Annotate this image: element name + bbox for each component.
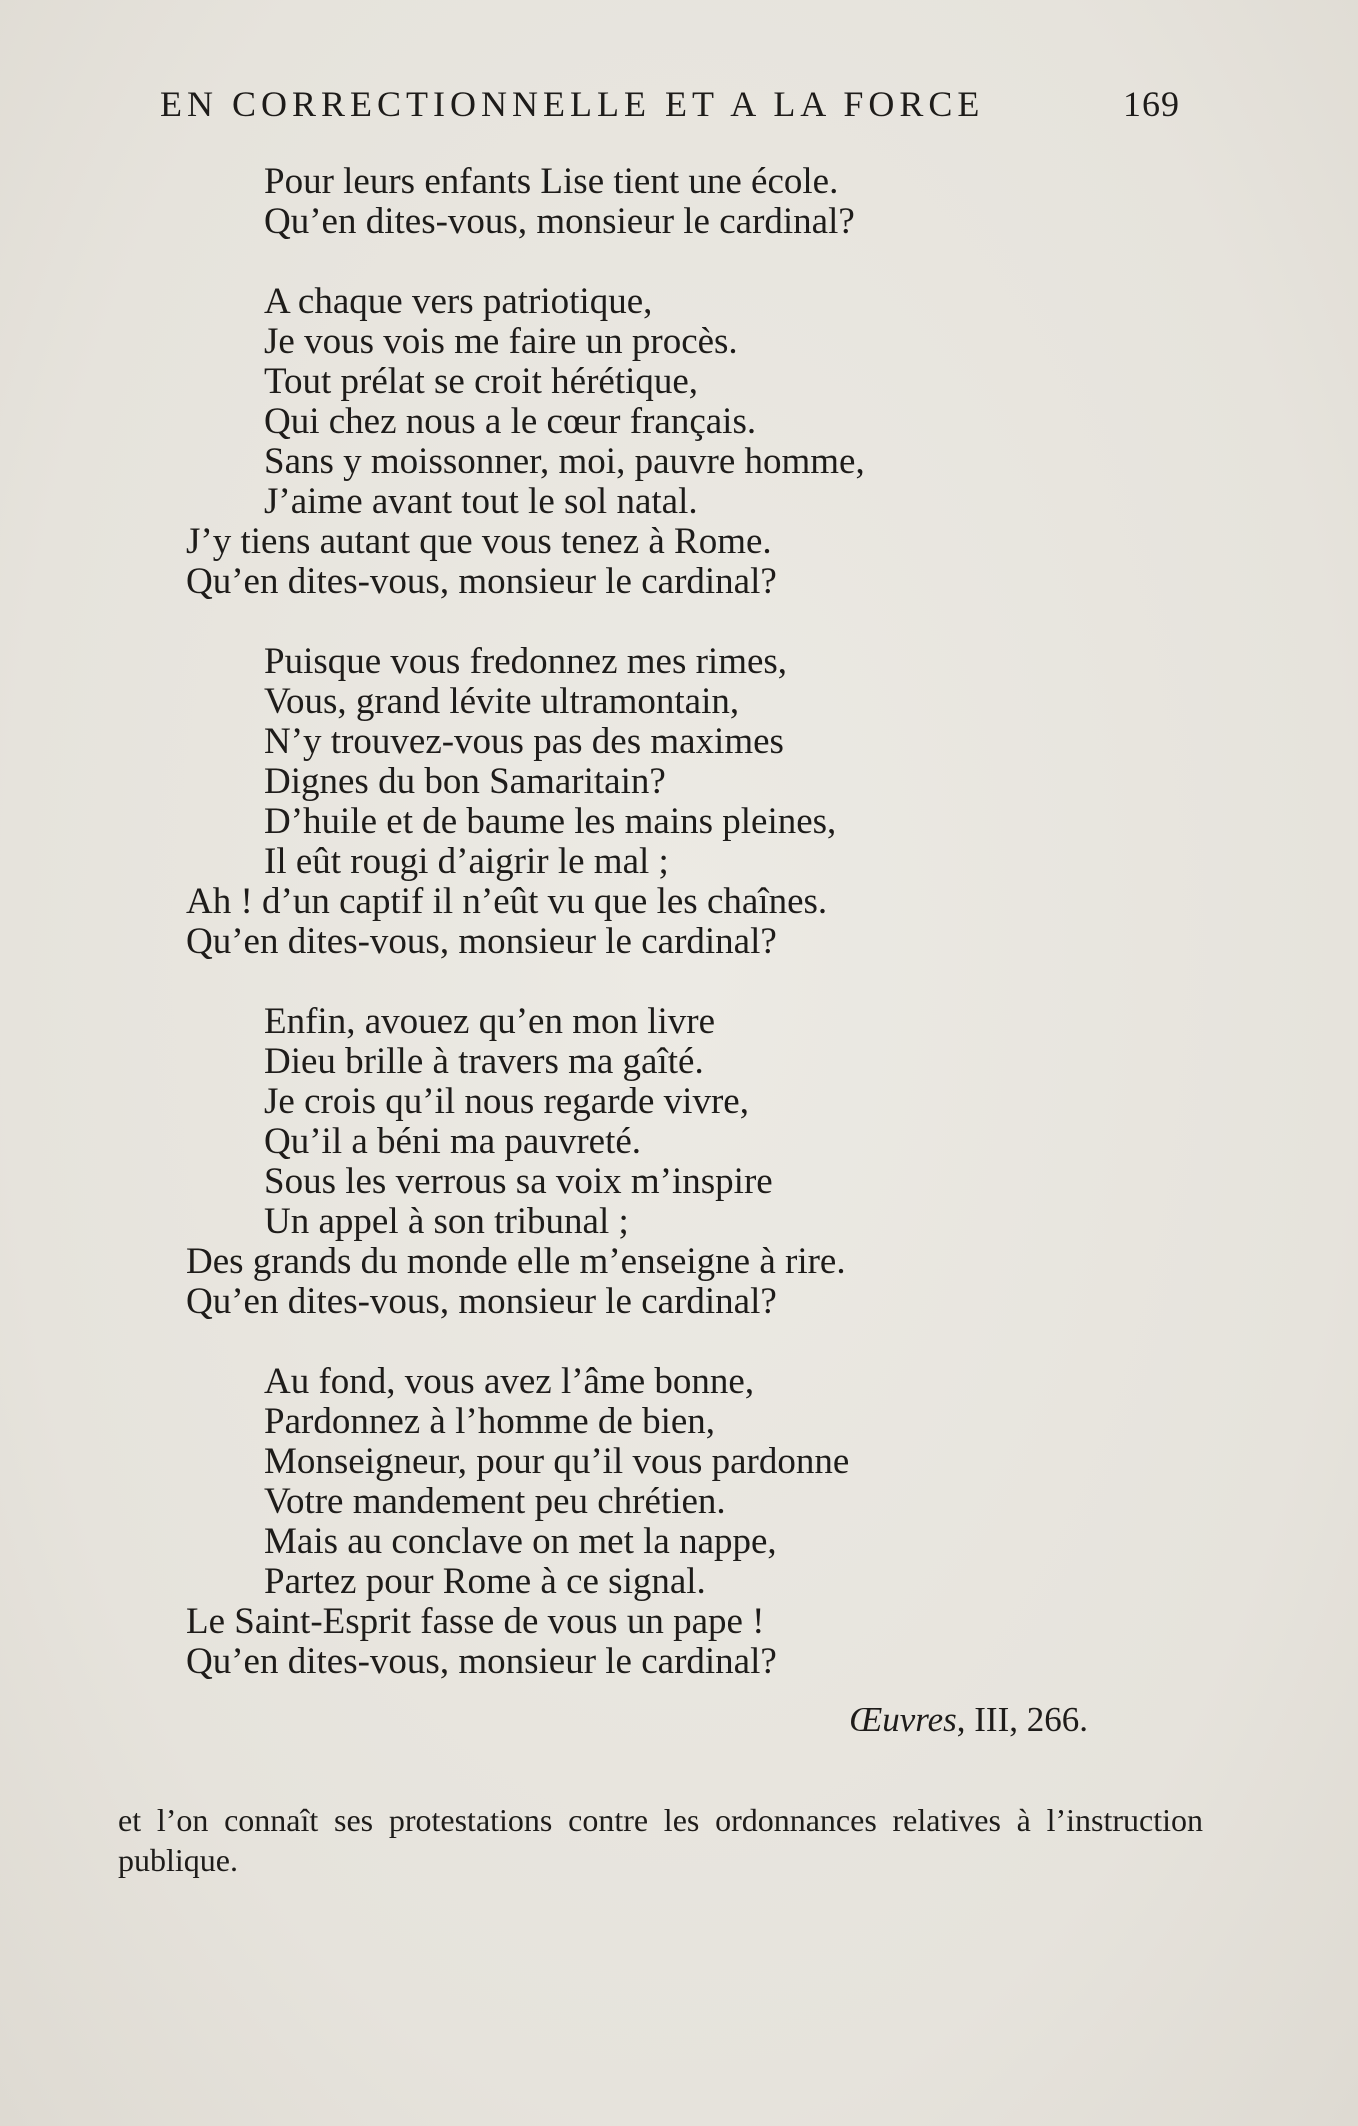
verse-line: Dignes du bon Samaritain?: [264, 761, 666, 802]
verse-line: Sous les verrous sa voix m’inspire: [264, 1161, 773, 1202]
verse-line: Ah ! d’un captif il n’eût vu que les chaînes.: [186, 881, 828, 922]
running-head: [160, 78, 1180, 130]
verse-line: Qu’il a béni ma pauvreté.: [264, 1121, 642, 1162]
verse-line: D’huile et de baume les mains pleines,: [264, 801, 837, 842]
refrain-line: Qu’en dites-vous, monsieur le cardinal?: [186, 561, 777, 602]
paragraph-text: et l’on connaît ses protestations contre les ordonnances relatives à l’instruction publique.: [118, 1802, 1203, 1878]
verse-line: Des grands du monde elle m’enseigne à rire.: [186, 1241, 846, 1282]
verse-line: Vous, grand lévite ultramontain,: [264, 681, 740, 722]
verse-line: J’aime avant tout le sol natal.: [264, 481, 698, 522]
prose-paragraph: [118, 1800, 1203, 1880]
verse-line: Pardonnez à l’homme de bien,: [264, 1401, 716, 1442]
verse-line: N’y trouvez-vous pas des maximes: [264, 721, 784, 762]
verse-line: Sans y moissonner, moi, pauvre homme,: [264, 441, 865, 482]
source-citation: [849, 1700, 1088, 1740]
verse-line: Votre mandement peu chrétien.: [264, 1481, 726, 1522]
verse-line: Il eût rougi d’aigrir le mal ;: [264, 841, 669, 882]
verse-line: Je crois qu’il nous regarde vivre,: [264, 1081, 749, 1122]
poem: [186, 162, 865, 1722]
refrain-line: Qu’en dites-vous, monsieur le cardinal?: [186, 1641, 777, 1682]
verse-line: Dieu brille à travers ma gaîté.: [264, 1041, 704, 1082]
refrain-line: Qu’en dites-vous, monsieur le cardinal?: [186, 1281, 777, 1322]
verse-line: Qui chez nous a le cœur français.: [264, 401, 757, 442]
verse-line: Pour leurs enfants Lise tient une école.: [264, 161, 839, 202]
source-work: Œuvres: [849, 1700, 957, 1739]
stanza: [186, 1362, 865, 1682]
verse-line: Partez pour Rome à ce signal.: [264, 1561, 706, 1602]
verse-line: Le Saint-Esprit fasse de vous un pape !: [186, 1601, 765, 1642]
verse-line: Tout prélat se croit hérétique,: [264, 361, 699, 402]
verse-line: Un appel à son tribunal ;: [264, 1201, 629, 1242]
page-number: 169: [1123, 84, 1180, 124]
verse-line: Enfin, avouez qu’en mon livre: [264, 1001, 716, 1042]
verse-line: Puisque vous fredonnez mes rimes,: [264, 641, 788, 682]
verse-line: Au fond, vous avez l’âme bonne,: [264, 1361, 755, 1402]
running-title: EN CORRECTIONNELLE ET A LA FORCE: [160, 84, 985, 124]
stanza: [186, 162, 865, 242]
refrain-line: Qu’en dites-vous, monsieur le cardinal?: [186, 921, 777, 962]
verse-line: Je vous vois me faire un procès.: [264, 321, 738, 362]
stanza: [186, 282, 865, 602]
verse-line: J’y tiens autant que vous tenez à Rome.: [186, 521, 772, 562]
stanza: [186, 1002, 865, 1322]
source-reference: , III, 266.: [956, 1700, 1088, 1739]
stanza: [186, 642, 865, 962]
verse-line: Monseigneur, pour qu’il vous pardonne: [264, 1441, 850, 1482]
verse-line: Qu’en dites-vous, monsieur le cardinal?: [264, 201, 855, 242]
verse-line: Mais au conclave on met la nappe,: [264, 1521, 777, 1562]
verse-line: A chaque vers patriotique,: [264, 281, 653, 322]
